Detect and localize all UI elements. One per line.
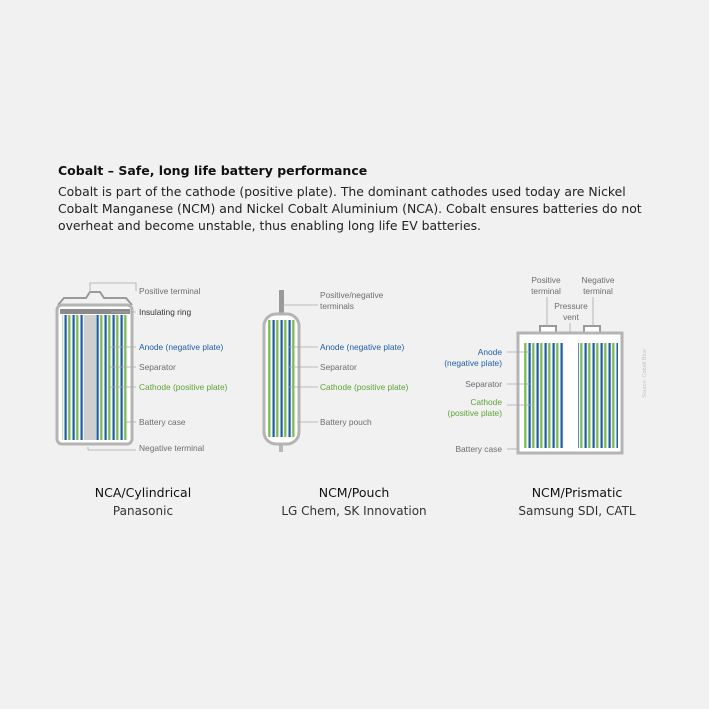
cylindrical-cell-diagram (57, 283, 228, 453)
label-vent-line2: vent (563, 312, 579, 322)
label-positive-terminal: Positive terminal (139, 286, 201, 296)
label-anode: Anode (negative plate) (320, 342, 405, 352)
source-credit: Source: Cobalt Blue (642, 349, 648, 398)
label-battery-case: Battery case (455, 444, 502, 454)
caption-subtitle-cylindrical: Panasonic (112, 504, 174, 518)
label-anode-line1: Anode (477, 347, 502, 357)
label-anode: Anode (negative plate) (139, 342, 224, 352)
pouch-cell-diagram (264, 290, 409, 452)
section-heading: Cobalt – Safe, long life battery performance (58, 163, 368, 178)
label-anode-line2: (negative plate) (444, 358, 502, 368)
label-cathode-line2: (positive plate) (447, 408, 502, 418)
cylinder-core (84, 315, 96, 440)
caption-title-pouch: NCM/Pouch (318, 485, 390, 500)
cylinder-plates-right (96, 315, 128, 440)
label-separator: Separator (320, 362, 357, 372)
pouch-plates (268, 320, 296, 437)
label-positive-line2: terminal (531, 286, 561, 296)
label-negative-terminal: Negative terminal (139, 443, 205, 453)
cylinder-top-terminal (58, 292, 132, 305)
caption-title-cylindrical: NCA/Cylindrical (94, 485, 192, 500)
cylinder-insulating-ring (60, 309, 130, 314)
label-insulating-ring: Insulating ring (139, 307, 192, 317)
label-terminals-line2: terminals (320, 301, 354, 311)
label-cathode-line1: Cathode (470, 397, 502, 407)
intro-paragraph: Cobalt is part of the cathode (positive plate). The dominant cathodes used today are Nickel Cobalt Manganese (NCM) and Nickel Cobalt Aluminium (NCA). Cobalt ensures batteries do not overheat and become unstable, thus enabling long life EV batteries. (58, 184, 642, 233)
label-negative-line1: Negative (581, 275, 615, 285)
label-positive-line1: Positive (531, 275, 561, 285)
label-cathode: Cathode (positive plate) (139, 382, 228, 392)
label-negative-line2: terminal (583, 286, 613, 296)
caption-subtitle-pouch: LG Chem, SK Innovation (281, 504, 427, 518)
caption-subtitle-prismatic: Samsung SDI, CATL (518, 504, 636, 518)
prismatic-cell-diagram (444, 275, 622, 454)
label-separator: Separator (465, 379, 502, 389)
label-vent-line1: Pressure (554, 301, 588, 311)
prismatic-plates-right (578, 343, 618, 448)
caption-title-prismatic: NCM/Prismatic (531, 485, 623, 500)
label-cathode: Cathode (positive plate) (320, 382, 409, 392)
prismatic-plates-left (524, 343, 564, 448)
label-terminals-line1: Positive/negative (320, 290, 384, 300)
cylinder-plates-left (62, 315, 84, 440)
pouch-terminal-tab (279, 290, 284, 315)
label-battery-case: Battery case (139, 417, 186, 427)
label-separator: Separator (139, 362, 176, 372)
label-battery-pouch: Battery pouch (320, 417, 372, 427)
